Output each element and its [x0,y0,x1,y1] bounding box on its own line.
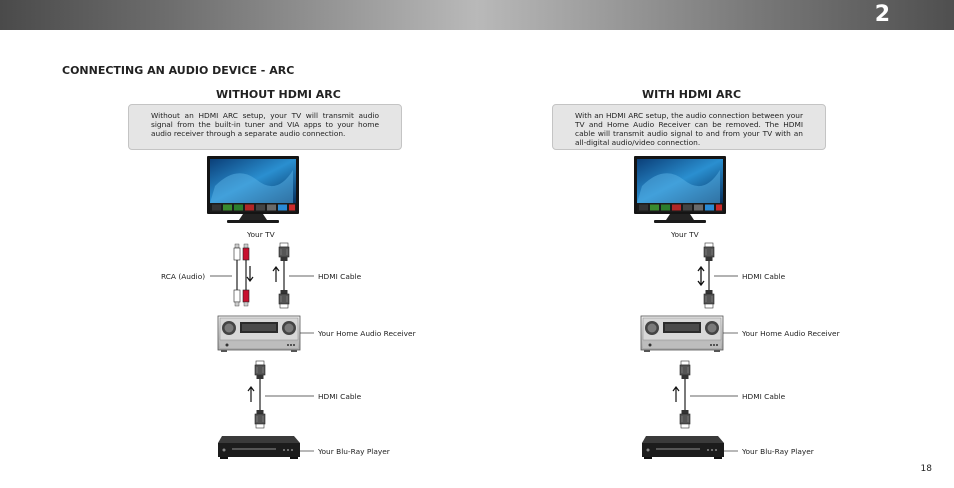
label-receiver-left: Your Home Audio Receiver [318,329,416,338]
label-rca-audio: RCA (Audio) [161,272,206,281]
label-bluray-left: Your Blu-Ray Player [318,447,390,456]
right-panel-title: WITH HDMI ARC [642,88,742,101]
receiver-illustration-right [641,316,723,352]
label-hdmi-cable-top-left: HDMI Cable [318,272,362,281]
right-description: With an HDMI ARC setup, the audio connection between your TV and Home Audio Receiver can be removed. The HDMI cable will transmit audio signal to and from your TV with an all-digital audio/video connection. [552,104,826,150]
left-diagram [207,156,314,459]
label-hdmi-cable-top-right: HDMI Cable [742,272,786,281]
label-your-tv-right: Your TV [671,230,699,239]
left-panel-title: WITHOUT HDMI ARC [216,88,341,101]
hdmi-cable-bottom-left [248,361,265,428]
receiver-illustration-left [218,316,300,352]
label-hdmi-cable-bottom-left: HDMI Cable [318,392,362,401]
section-title: CONNECTING AN AUDIO DEVICE - ARC [62,64,295,77]
page-number: 18 [920,464,932,474]
bluray-illustration-left [218,436,300,459]
hdmi-cable-top-right [698,243,714,308]
hdmi-cable-top-left [273,243,289,308]
bluray-illustration-right [642,436,724,459]
tv-illustration-left [207,156,299,223]
label-receiver-right: Your Home Audio Receiver [742,329,840,338]
rca-cable-illustration [234,244,253,306]
hdmi-cable-bottom-right [673,361,690,428]
chapter-number: 2 [874,2,890,27]
label-bluray-right: Your Blu-Ray Player [742,447,814,456]
label-hdmi-cable-bottom-right: HDMI Cable [742,392,786,401]
right-diagram [634,156,738,459]
label-your-tv-left: Your TV [247,230,275,239]
tv-illustration-right [634,156,726,223]
left-description: Without an HDMI ARC setup, your TV will transmit audio signal from the built-in tuner and VIA apps to your home audio receiver through a separate audio connection. [128,104,402,150]
